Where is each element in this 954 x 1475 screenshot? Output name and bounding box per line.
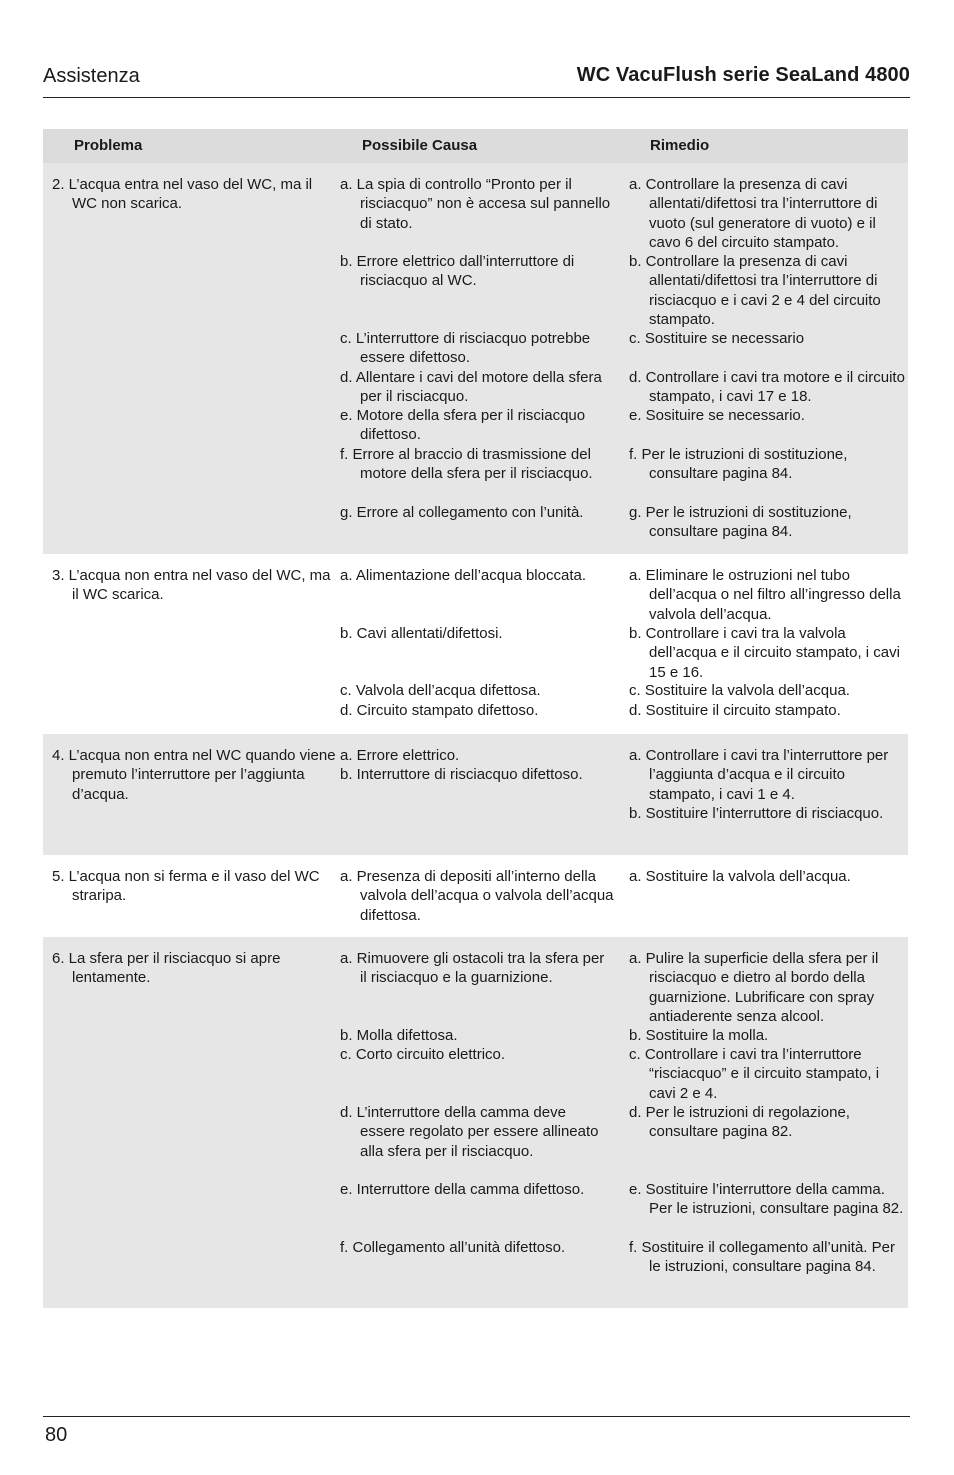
cause-item: e. Interruttore della camma difettoso.: [340, 1181, 585, 1198]
cause-item: d. L’interruttore della camma deve essere regolato per essere allineato alla sfera per il risciacquo.: [340, 1104, 599, 1160]
remedy-item: a. Pulire la superficie della sfera per il risciacquo e dietro al bordo della guarnizione. Lubrificare con spray antiaderente senza alcool.: [629, 950, 879, 1025]
remedy-item: b. Controllare i cavi tra la valvola dell’acqua e il circuito stampato, i cavi 15 e 16.: [629, 625, 900, 681]
remedy-item: a. Sostituire la valvola dell’acqua.: [629, 868, 851, 885]
document-title: WC VacuFlush serie SeaLand 4800: [576, 64, 910, 86]
remedy-item: d. Per le istruzioni di regolazione, consultare pagina 82.: [629, 1104, 850, 1141]
problem-text: 6. La sfera per il risciacquo si apre lentamente.: [52, 950, 281, 987]
remedy-item: e. Sostituire l’interruttore della camma. Per le istruzioni, consultare pagina 82.: [629, 1181, 904, 1218]
remedy-item: e. Sosituire se necessario.: [629, 407, 805, 424]
remedy-item: d. Sostituire il circuito stampato.: [629, 702, 841, 719]
cause-item: b. Errore elettrico dall’interruttore di risciacquo al WC.: [340, 253, 575, 290]
cause-item: f. Collegamento all’unità difettoso.: [340, 1239, 566, 1256]
column-header-cause: Possibile Causa: [362, 137, 478, 154]
cause-item: d. Allentare i cavi del motore della sfera per il risciacquo.: [340, 369, 602, 406]
remedy-item: c. Controllare i cavi tra l’interruttore “risciacquo” e il circuito stampato, i cavi 2 e 4.: [629, 1046, 880, 1102]
page-header: [43, 60, 910, 98]
cause-item: c. L’interruttore di risciacquo potrebbe essere difettoso.: [340, 330, 591, 367]
remedy-item: b. Sostituire l’interruttore di risciacquo.: [629, 805, 884, 822]
table-row: [43, 855, 908, 937]
table-row: [43, 554, 908, 734]
remedy-item: c. Sostituire se necessario: [629, 330, 805, 347]
remedy-item: b. Sostituire la molla.: [629, 1027, 769, 1044]
remedy-item: d. Controllare i cavi tra motore e il circuito stampato, i cavi 17 e 18.: [629, 369, 905, 406]
table-header: [43, 129, 908, 163]
cause-item: d. Circuito stampato difettoso.: [340, 702, 539, 719]
page-footer: [43, 1416, 910, 1446]
section-title: Assistenza: [43, 65, 140, 87]
cause-item: c. Valvola dell’acqua difettosa.: [340, 682, 541, 699]
column-header-problem: Problema: [74, 137, 143, 154]
remedy-item: a. Eliminare le ostruzioni nel tubo dell’acqua o nel filtro all’ingresso della valvola dell’acqua.: [629, 567, 901, 623]
cause-item: b. Cavi allentati/difettosi.: [340, 625, 503, 642]
cause-item: g. Errore al collegamento con l’unità.: [340, 504, 584, 521]
remedy-item: a. Controllare i cavi tra l’interruttore per l’aggiunta d’acqua e il circuito stampato, i cavi 1 e 4.: [629, 747, 889, 803]
remedy-item: b. Controllare la presenza di cavi allentati/difettosi tra l’interruttore di risciacquo e i cavi 2 e 4 del circuito stampato.: [629, 253, 881, 328]
cause-item: e. Motore della sfera per il risciacquo difettoso.: [340, 407, 586, 444]
cause-item: c. Corto circuito elettrico.: [340, 1046, 506, 1063]
problem-text: 2. L’acqua entra nel vaso del WC, ma il WC non scarica.: [52, 176, 313, 213]
remedy-item: g. Per le istruzioni di sostituzione, consultare pagina 84.: [629, 504, 852, 541]
cause-item: a. La spia di controllo “Pronto per il risciacquo” non è accesa sul pannello di stato.: [340, 176, 611, 232]
cause-item: b. Interruttore di risciacquo difettoso.: [340, 766, 583, 783]
remedy-item: a. Controllare la presenza di cavi allentati/difettosi tra l’interruttore di vuoto (sul generatore di vuoto) e il cavo 6 del circuito stampato.: [629, 176, 878, 251]
cause-item: a. Presenza di depositi all’interno della valvola dell’acqua o valvola dell’acqua difettosa.: [340, 868, 614, 924]
problem-text: 3. L’acqua non entra nel vaso del WC, ma il WC scarica.: [52, 567, 331, 604]
troubleshooting-table: [43, 129, 908, 1308]
column-header-remedy: Rimedio: [650, 137, 710, 154]
cause-item: a. Rimuovere gli ostacoli tra la sfera per il risciacquo e la guarnizione.: [340, 950, 605, 987]
problem-text: 5. L’acqua non si ferma e il vaso del WC straripa.: [52, 868, 320, 905]
table-row: [43, 937, 908, 1308]
remedy-item: f. Per le istruzioni di sostituzione, consultare pagina 84.: [629, 446, 848, 483]
cause-item: a. Errore elettrico.: [340, 747, 460, 764]
page-number: 80: [45, 1424, 68, 1446]
cause-item: a. Alimentazione dell’acqua bloccata.: [340, 567, 586, 584]
remedy-item: c. Sostituire la valvola dell’acqua.: [629, 682, 850, 699]
table-row: [43, 163, 908, 554]
remedy-item: f. Sostituire il collegamento all’unità. Per le istruzioni, consultare pagina 84.: [629, 1239, 895, 1276]
cause-item: f. Errore al braccio di trasmissione del motore della sfera per il risciacquo.: [340, 446, 593, 483]
cause-item: b. Molla difettosa.: [340, 1027, 458, 1044]
table-row: [43, 734, 908, 855]
problem-text: 4. L’acqua non entra nel WC quando viene premuto l’interruttore per l’aggiunta d’acqua.: [52, 747, 336, 803]
